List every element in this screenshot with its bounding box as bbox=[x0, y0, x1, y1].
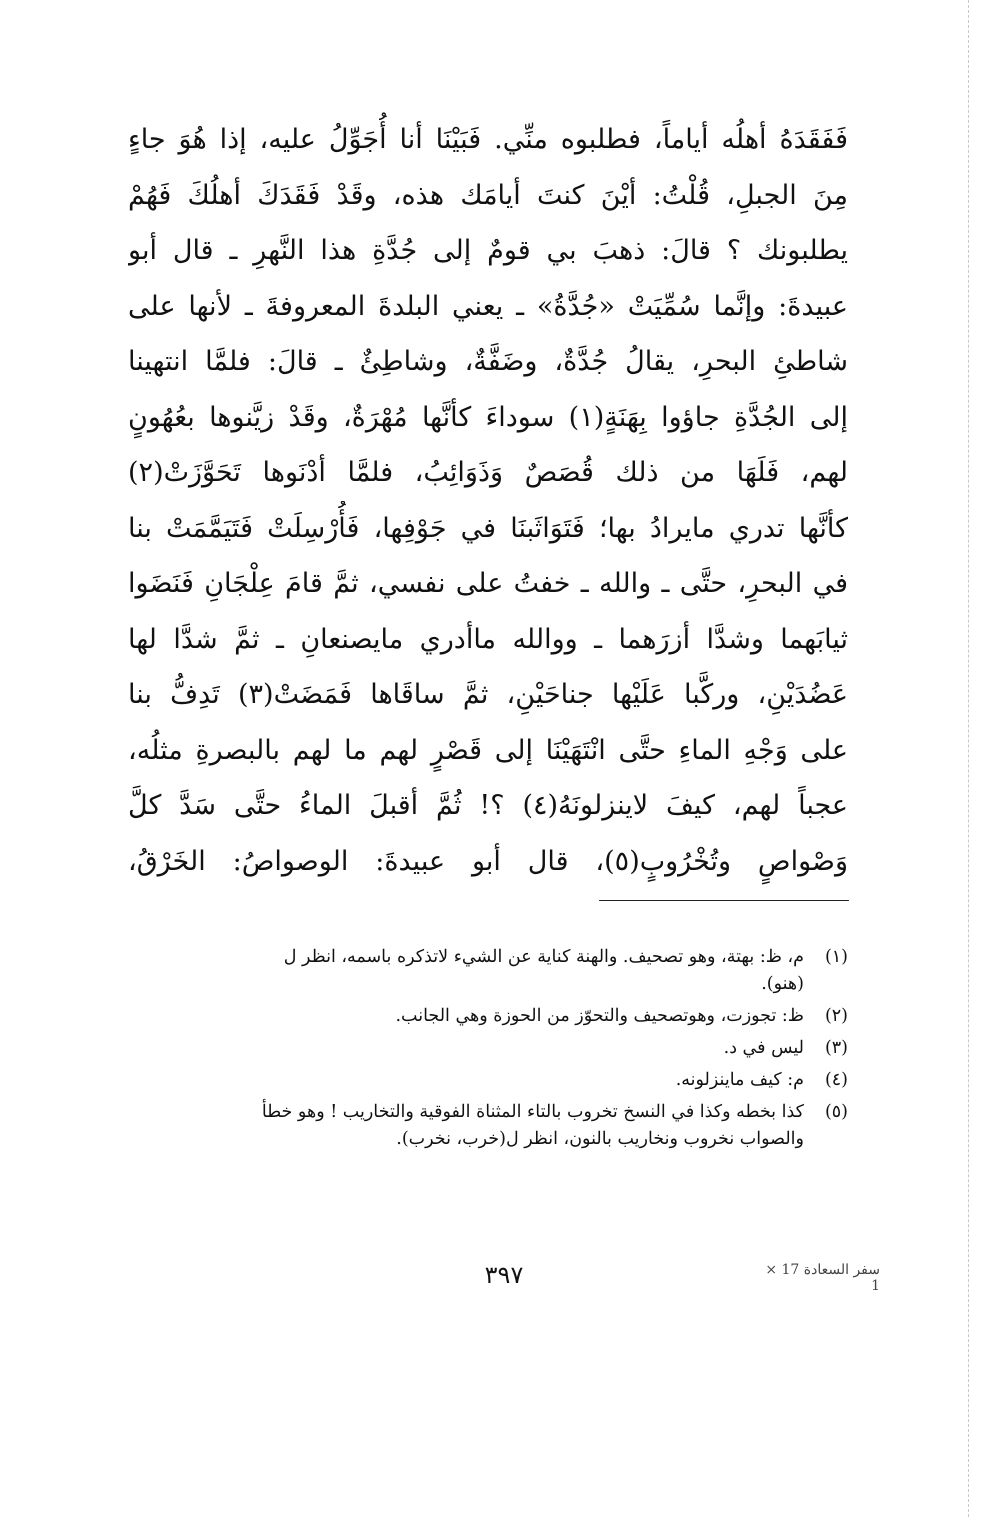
text-line: مِنَ الجبلِ، قُلْتُ: أيْنَ كنتَ أيامَك هذه، وقَدْ فَقَدَكَ أهلُكَ فَهُمْ bbox=[128, 179, 848, 211]
text-line: عَضُدَيْنِ، وركَّبا عَلَيْها جناحَيْنِ، ثمَّ ساقَاها فَمَضَتْ(٣) تَدِفُّ بنا bbox=[128, 679, 848, 710]
text-line: ثيابَهما وشدَّا أزرَهما ـ ووالله ماأدري مايصنعانِ ـ ثمَّ شدَّا لها bbox=[128, 623, 848, 655]
footnote bbox=[128, 944, 848, 998]
text-line: شاطئِ البحرِ، يقالُ جُدَّةٌ، وضَفَّةٌ، وشاطِئٌ ـ قالَ: فلمَّا انتهينا bbox=[128, 346, 848, 377]
text-line: لهم، فَلَهَا من ذلك قُصَصٌ وَذَوَائِبُ، فلمَّا أدْنَوها تَحَوَّزَتْ(٢) bbox=[128, 457, 848, 488]
footnote-line: كذا بخطه وكذا في النسخ تخروب بالتاء المثناة الفوقية والتخاريب ! وهو خطأ bbox=[261, 1102, 804, 1122]
scan-edge-line bbox=[968, 0, 969, 1517]
footnote-number: (٢) bbox=[824, 1006, 848, 1026]
footnote bbox=[128, 1099, 848, 1153]
footnote-line: ظ: تجوزت، وهوتصحيف والتحوّز من الحوزة وهي الجانب. bbox=[395, 1006, 804, 1026]
footnote-number: (٣) bbox=[824, 1038, 848, 1058]
footnote bbox=[128, 1035, 848, 1062]
footnote-line: (هنو). bbox=[761, 974, 804, 994]
footnote-text bbox=[128, 1099, 804, 1153]
footnote-number: (٥) bbox=[824, 1102, 848, 1122]
text-line: إلى الجُدَّةِ جاؤوا بِهَنَةٍ(١) سوداءَ كأنَّها مُهْرَةٌ، وقَدْ زيَّنوها بعُهُونٍ bbox=[128, 401, 848, 433]
footnote-line: ليس في د. bbox=[723, 1038, 804, 1058]
footnote-separator bbox=[599, 900, 849, 901]
text-line: عجباً لهم، كيفَ لاينزلونَهُ(٤) ؟! ثُمَّ أقبلَ الماءُ حتَّى سَدَّ كلَّ bbox=[128, 790, 848, 821]
footnotes-block bbox=[128, 944, 848, 1158]
footnote-text bbox=[128, 1003, 804, 1030]
footnote-text bbox=[128, 944, 804, 998]
footnote bbox=[128, 1003, 848, 1030]
text-line: فَفَقَدَهُ أهلُه أياماً، فطلبوه منِّي. فَبَيْنَا أنا أُجَوِّلُ عليه، إذا هُوَ جاءٍ bbox=[128, 124, 848, 155]
main-text-block bbox=[128, 112, 848, 889]
text-line: في البحرِ، حتَّى ـ والله ـ خفتُ على نفسي، ثمَّ قامَ عِلْجَانِ فَنَضَوا bbox=[128, 568, 848, 599]
page-number: ٣٩٧ bbox=[484, 1261, 524, 1289]
footnote-text bbox=[128, 1035, 804, 1062]
text-line: على وَجْهِ الماءِ حتَّى انْتَهَيْنَا إلى قَصْرٍ لهم ما لهم بالبصرةِ مثلُه، bbox=[128, 734, 848, 766]
running-footer-label: سفر السعادة 17 × 1 bbox=[765, 1262, 880, 1294]
text-line: كأنَّها تدري مايرادُ بها؛ فَتَوَاثَبنَا في جَوْفِها، فَأُرْسِلَتْ فَتَيَمَّمَتْ بنا bbox=[128, 512, 848, 544]
footnote-text bbox=[128, 1067, 804, 1094]
text-line: يطلبونك ؟ قالَ: ذهبَ بي قومٌ إلى جُدَّةِ هذا النَّهرِ ـ قال أبو bbox=[128, 235, 848, 266]
footnote-line: م: كيف ماينزلونه. bbox=[675, 1070, 804, 1090]
footnote-line: م، ظ: بهتة، وهو تصحيف. والهنة كناية عن الشيء لاتذكره باسمه، انظر ل bbox=[283, 947, 804, 967]
footnote-number: (١) bbox=[824, 947, 848, 967]
footnote bbox=[128, 1067, 848, 1094]
text-line: وَصْواصٍ وتُخْرُوبٍ(٥)، قال أبو عبيدةَ: الوصواصُ: الخَرْقُ، bbox=[128, 845, 848, 877]
footnote-line: والصواب نخروب ونخاريب بالنون، انظر ل(خرب، نخرب). bbox=[396, 1129, 804, 1149]
text-line: عبيدةَ: وإنَّما سُمِّيَتْ «جُدَّةُ» ـ يعني البلدةَ المعروفةَ ـ لأنها على bbox=[128, 290, 848, 322]
footnote-number: (٤) bbox=[824, 1070, 848, 1090]
